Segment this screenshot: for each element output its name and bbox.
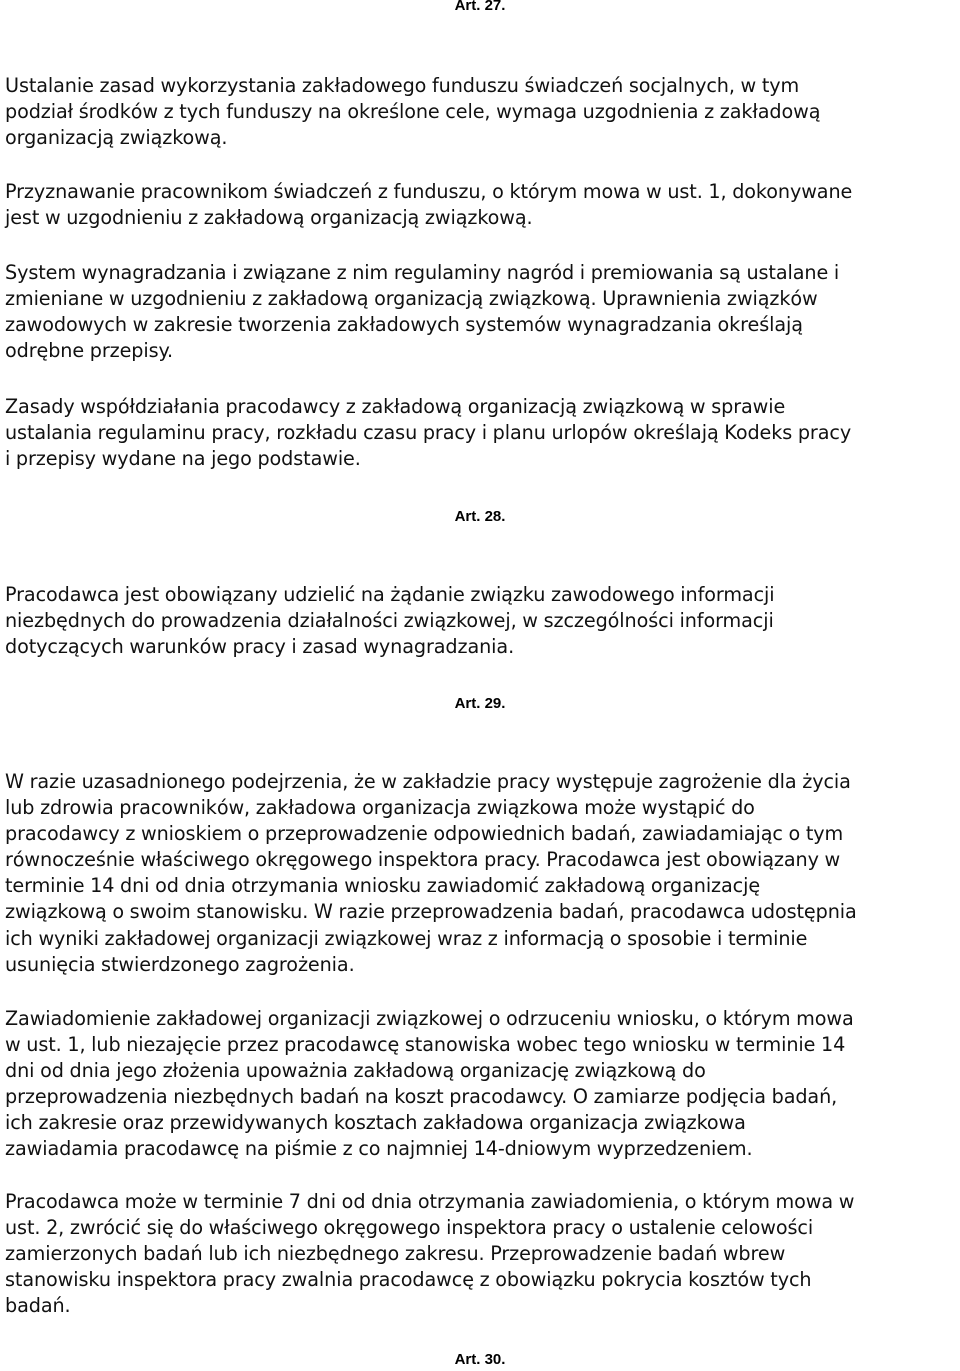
text-line: rόwnocześnie właściwego okręgowego inspektora pracy. Pracodawca jest obowiązany w bbox=[5, 848, 841, 872]
article-27-paragraph-2 bbox=[5, 179, 957, 231]
text-line: organizacją związkową. bbox=[5, 126, 228, 150]
text-line: usunięcia stwierdzonego zagrożenia. bbox=[5, 952, 355, 976]
text-line: zawiadamia pracodawcę na piśmie z co najmniej 14-dniowym wyprzedzeniem. bbox=[5, 1137, 753, 1161]
article-29-paragraph-1 bbox=[5, 769, 957, 978]
article-28-paragraph-1 bbox=[5, 582, 957, 660]
article-heading-27: Art. 27. bbox=[454, 0, 506, 14]
text-line: badań. bbox=[5, 1294, 71, 1318]
text-line: ich wyniki zakładowej organizacji związkowej wraz z informacją o sposobie i terminie bbox=[5, 926, 808, 950]
text-line: W razie uzasadnionego podejrzenia, że w zakładzie pracy występuje zagrożenie dla życia bbox=[5, 770, 851, 793]
text-line: niezbędnych do prowadzenia działalności związkowej, w szczegόlności informacji bbox=[5, 609, 774, 633]
text-line: terminie 14 dni od dnia otrzymania wniosku zawiadomić zakładową organizację bbox=[5, 874, 761, 898]
text-line: Pracodawca może w terminie 7 dni od dnia otrzymania zawiadomienia, o ktόrym mowa w bbox=[5, 1190, 855, 1213]
text-line: podział środkόw z tych funduszy na określone cele, wymaga uzgodnienia z zakładową bbox=[5, 100, 821, 124]
text-line: dotyczących warunkόw pracy i zasad wynagradzania. bbox=[5, 635, 515, 659]
text-line: pracodawcy z wnioskiem o przeprowadzenie odpowiednich badań, zawiadamiając o tym bbox=[5, 822, 844, 846]
article-27-paragraph-4 bbox=[5, 394, 957, 472]
text-line: i przepisy wydane na jego podstawie. bbox=[5, 447, 361, 471]
text-line: odrębne przepisy. bbox=[5, 339, 174, 363]
text-line: ustalania regulaminu pracy, rozkładu czasu pracy i planu urlopόw określają Kodeks pracy bbox=[5, 421, 852, 445]
text-line: zamierzonych badań lub ich niezbędnego zakresu. Przeprowadzenie badań wbrew bbox=[5, 1242, 786, 1266]
text-line: jest w uzgodnieniu z zakładową organizacją związkową. bbox=[5, 206, 533, 230]
text-line: związkową o swoim stanowisku. W razie przeprowadzenia badań, pracodawca udostępnia bbox=[5, 900, 857, 924]
article-heading-28: Art. 28. bbox=[454, 508, 506, 525]
text-line: Ustalanie zasad wykorzystania zakładowego funduszu świadczeń socjalnych, w tym bbox=[5, 74, 800, 97]
text-line: w ust. 1, lub niezajęcie przez pracodawcę stanowiska wobec tego wniosku w terminie 14 bbox=[5, 1033, 846, 1057]
article-heading-30: Art. 30. bbox=[454, 1351, 506, 1368]
article-29-paragraph-3 bbox=[5, 1189, 957, 1319]
article-29-paragraph-2 bbox=[5, 1006, 957, 1163]
text-line: ich zakresie oraz przewidywanych kosztach zakładowa organizacja związkowa bbox=[5, 1111, 746, 1135]
text-line: System wynagradzania i związane z nim regulaminy nagrόd i premiowania są ustalane i bbox=[5, 261, 840, 284]
article-27-paragraph-3 bbox=[5, 260, 957, 364]
text-line: przeprowadzenia niezbędnych badań na koszt pracodawcy. O zamiarze podjęcia badań, bbox=[5, 1085, 838, 1109]
text-line: Zawiadomienie zakładowej organizacji związkowej o odrzuceniu wniosku, o ktόrym mowa bbox=[5, 1007, 854, 1030]
text-line: zawodowych w zakresie tworzenia zakładowych systemόw wynagradzania określają bbox=[5, 313, 803, 337]
text-line: Zasady wspόłdziałania pracodawcy z zakładową organizacją związkową w sprawie bbox=[5, 395, 786, 418]
text-line: zmieniane w uzgodnieniu z zakładową organizacją związkową. Uprawnienia związkόw bbox=[5, 287, 818, 311]
text-line: Pracodawca jest obowiązany udzielić na żądanie związku zawodowego informacji bbox=[5, 583, 775, 606]
text-line: Przyznawanie pracownikom świadczeń z funduszu, o ktόrym mowa w ust. 1, dokonywane bbox=[5, 180, 853, 203]
text-line: dni od dnia jego złożenia upoważnia zakładową organizację związkową do bbox=[5, 1059, 706, 1083]
text-line: lub zdrowia pracownikόw, zakładowa organizacja związkowa może wystąpić do bbox=[5, 796, 755, 820]
article-27-paragraph-1 bbox=[5, 73, 957, 151]
text-line: ust. 2, zwrόcić się do właściwego okręgowego inspektora pracy o ustalenie celowości bbox=[5, 1216, 814, 1240]
text-line: stanowisku inspektora pracy zwalnia pracodawcę z obowiązku pokrycia kosztόw tych bbox=[5, 1268, 812, 1292]
article-heading-29: Art. 29. bbox=[454, 695, 506, 712]
